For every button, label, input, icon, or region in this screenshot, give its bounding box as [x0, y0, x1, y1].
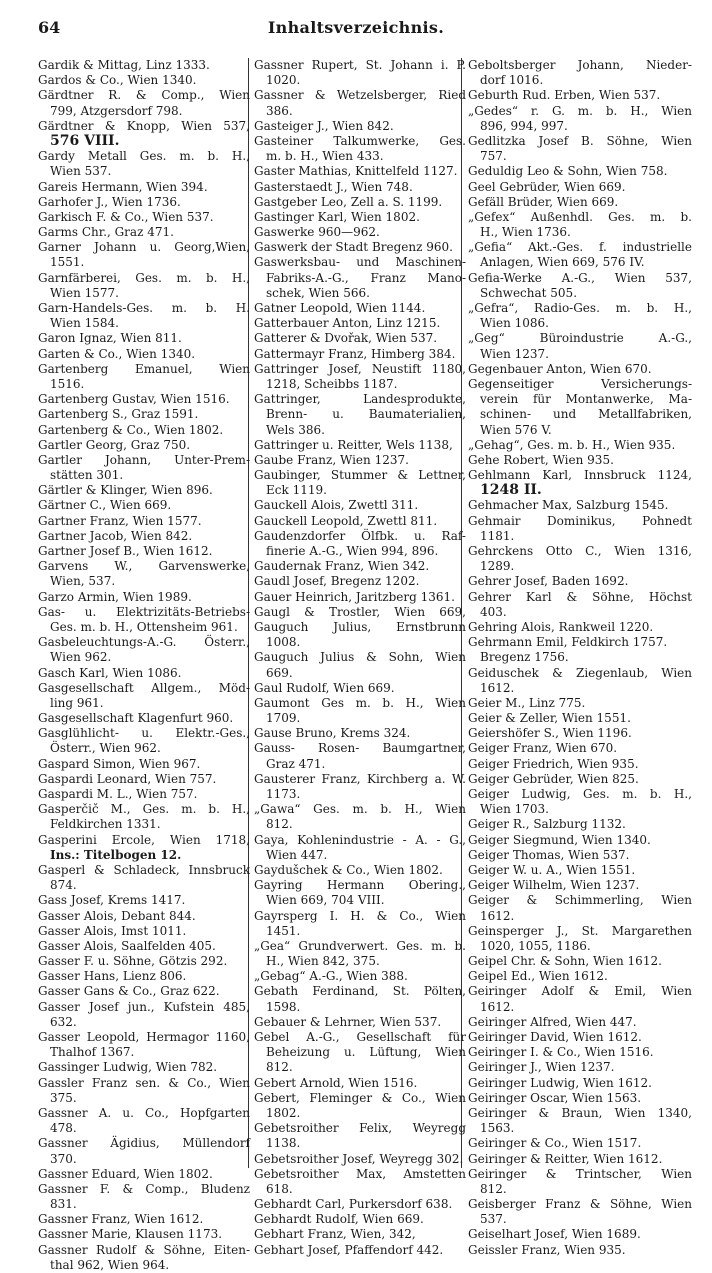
index-entry: Gartenberg S., Graz 1591. [38, 407, 199, 422]
index-entry: Garhofer J., Wien 1736. [38, 194, 181, 209]
index-entry-continuation: 1289. [480, 559, 515, 574]
index-entry-continuation: 874. [50, 878, 77, 893]
index-entry: Gassner Ägidius, Müllendorf [38, 1136, 250, 1151]
index-entry: Geiselhart Josef, Wien 1689. [468, 1227, 641, 1242]
index-entry: Garten & Co., Wien 1340. [38, 346, 196, 361]
index-entry: Geiringer David, Wien 1612. [468, 1030, 642, 1044]
index-entry-continuation: Anlagen, Wien 669, 576 IV. [480, 255, 645, 270]
index-entry: Gasterstaedt J., Wien 748. [254, 179, 413, 194]
index-entry: Garzo Armin, Wien 1989. [38, 589, 192, 604]
index-entry: Geiger W. u. A., Wien 1551. [468, 862, 636, 877]
index-entry: Gartler Georg, Graz 750. [38, 437, 191, 452]
index-entry: Gasser Alois, Imst 1011. [38, 923, 187, 938]
index-entry: Gebhardt Rudolf, Wien 669. [254, 1212, 424, 1227]
index-entry-continuation: 618. [266, 1181, 293, 1196]
index-entry: Geiringer Alfred, Wien 447. [468, 1014, 637, 1029]
index-entry: Gassinger Ludwig, Wien 782. [38, 1060, 218, 1075]
index-entry: Gebauer & Lehrner, Wien 537. [254, 1014, 442, 1029]
index-entry-continuation: 1612. [480, 999, 515, 1014]
index-entry: Gartner Franz, Wien 1577. [38, 513, 202, 528]
index-entry-continuation: 1020. [266, 73, 301, 88]
index-entry: Gebetsroither Felix, Weyregg [254, 1121, 466, 1136]
index-entry: Gass Josef, Krems 1417. [38, 893, 186, 908]
index-entry: Gause Bruno, Krems 324. [254, 726, 411, 741]
index-entry: „Gebag“ A.-G., Wien 388. [254, 969, 408, 984]
index-entry: „Gehag“, Ges. m. b. H., Wien 935. [468, 437, 676, 452]
index-entry: Gauguch Julius, Ernstbrunn [254, 619, 466, 634]
index-entry-continuation: 1451. [266, 923, 301, 938]
index-entry: Gaspardi Leonard, Wien 757. [38, 771, 217, 786]
index-entry-continuation: Brenn- u. Baumaterialien, [266, 407, 466, 422]
index-entry: Geissler Franz, Wien 935. [468, 1242, 626, 1257]
index-entry-continuation: 1598. [266, 999, 301, 1014]
index-entry: Garnfärberei, Ges. m. b. H., [38, 270, 250, 285]
index-entry: Gasperl & Schladeck, Innsbruck [38, 862, 250, 877]
index-entry: Gasser Leopold, Hermagor 1160, [38, 1030, 250, 1044]
index-entry: Geiringer & Trintscher, Wien [468, 1166, 692, 1181]
index-entry: Gasperini Ercole, Wien 1718, [38, 832, 250, 847]
index-entry: Gaudernak Franz, Wien 342. [254, 559, 430, 574]
index-entry: Gärtler & Klinger, Wien 896. [38, 483, 213, 498]
index-entry: Garms Chr., Graz 471. [38, 225, 174, 240]
index-entry: Gardy Metall Ges. m. b. H., [38, 149, 250, 164]
index-entry: Gehe Robert, Wien 935. [468, 452, 614, 467]
index-entry-continuation: 1008. [266, 635, 301, 650]
index-entry-continuation: verein für Montanwerke, Ma- [480, 392, 692, 407]
index-entry: Gattermayr Franz, Himberg 384. [254, 346, 456, 361]
index-entry-continuation: Wien 537. [50, 164, 112, 179]
index-entry-continuation: 1218, Scheibbs 1187. [266, 376, 398, 391]
index-entry: Geiduschek & Ziegenlaub, Wien [468, 665, 692, 680]
index-entry: Gasch Karl, Wien 1086. [38, 665, 182, 680]
index-entry-continuation: Graz 471. [266, 756, 326, 771]
index-entry-continuation: Wien 1086. [480, 316, 549, 331]
index-entry-continuation: Eck 1119. [266, 483, 327, 498]
index-entry-continuation: Österr., Wien 962. [50, 741, 161, 756]
index-entry: Geiringer J., Wien 1237. [468, 1060, 615, 1075]
index-entry: Gatner Leopold, Wien 1144. [254, 301, 426, 315]
index-entry: Gardik & Mittag, Linz 1333. [38, 58, 210, 72]
index-entry-continuation: 812. [266, 817, 293, 832]
index-entry-continuation: Wien 962. [50, 650, 112, 665]
index-entry-continuation: 1138. [266, 1136, 301, 1151]
index-entry: „Gawa“ Ges. m. b. H., Wien [254, 802, 466, 817]
index-entry-continuation: Schwechat 505. [480, 285, 578, 300]
index-entry: „Gefia“ Akt.-Ges. f. industrielle [468, 240, 692, 255]
index-entry: Gasser Hans, Lienz 806. [38, 969, 187, 984]
index-entry-continuation: dorf 1016. [480, 73, 544, 88]
index-entry-continuation: Wien 447. [266, 847, 328, 862]
index-entry-continuation: finerie A.-G., Wien 994, 896. [266, 544, 439, 558]
index-entry: Geburth Rud. Erben, Wien 537. [468, 88, 661, 103]
index-entry-continuation: 896, 994, 997. [480, 118, 568, 133]
index-entry: Gedlitzka Josef B. Söhne, Wien [468, 133, 692, 148]
index-entry: Gattringer, Landesprodukte, [254, 392, 466, 407]
index-entry: Gaudl Josef, Bregenz 1202. [254, 574, 420, 589]
page-title: Inhaltsverzeichnis. [267, 18, 445, 37]
index-entry-continuation: 1173. [266, 787, 301, 801]
index-entry-continuation: 831. [50, 1197, 77, 1212]
index-entry: Gasgesellschaft Allgem., Möd- [38, 680, 250, 695]
index-entry-continuation: 1181. [480, 528, 515, 543]
index-entry: Gärtner C., Wien 669. [38, 498, 172, 513]
index-entry: Gasser Alois, Debant 844. [38, 908, 196, 923]
index-entry-continuation: schinen- und Metallfabriken, [480, 407, 692, 422]
index-column-2 [254, 58, 466, 1258]
index-entry: Gauer Heinrich, Jaritzberg 1361. [254, 589, 455, 604]
index-entry: Gebel A.-G., Gesellschaft für [254, 1030, 466, 1044]
index-entry: Gasser F. u. Söhne, Götzis 292. [38, 954, 228, 969]
index-entry: Gauckell Leopold, Zwettl 811. [254, 513, 438, 528]
index-entry-continuation: Wien 1584. [50, 316, 119, 331]
index-entry: Gebert, Fleminger & Co., Wien [254, 1090, 466, 1105]
index-entry-continuation: Wien 1703. [480, 802, 549, 817]
index-entry: Gegenbauer Anton, Wien 670. [468, 361, 652, 376]
index-entry: Gehring Alois, Rankweil 1220. [468, 619, 654, 634]
index-entry: Gebhart Franz, Wien, 342, [254, 1227, 416, 1242]
index-entry-continuation: Feldkirchen 1331. [50, 817, 161, 832]
index-entry: Gartenberg Gustav, Wien 1516. [38, 392, 230, 407]
index-entry: Geinsperger J., St. Margarethen [468, 923, 692, 938]
index-entry-continuation: schek, Wien 566. [266, 285, 370, 300]
index-entry-continuation: 1802. [266, 1105, 301, 1120]
index-entry: Geiger Thomas, Wien 537. [468, 847, 630, 862]
index-entry: Gassner Marie, Klausen 1173. [38, 1227, 223, 1242]
index-entry: Gebhart Josef, Pfaffendorf 442. [254, 1242, 444, 1257]
index-entry-continuation: 799, Atzgersdorf 798. [50, 103, 183, 118]
index-entry: Gebetsroither Josef, Weyregg 302. [254, 1151, 464, 1166]
index-entry: Gebert Arnold, Wien 1516. [254, 1075, 418, 1090]
index-entry: Gasteiger J., Wien 842. [254, 118, 394, 133]
index-entry-continuation: ling 961. [50, 695, 104, 710]
index-entry: Gasser Josef jun., Kufstein 485, [38, 999, 250, 1014]
index-entry: Geiger Gebrüder, Wien 825. [468, 771, 639, 786]
index-entry: Gaswerke 960—962. [254, 225, 380, 240]
index-entry: Gartner Jacob, Wien 842. [38, 528, 193, 543]
index-entry: Geiger Ludwig, Ges. m. b. H., [468, 787, 692, 801]
index-entry: Geiringer Oscar, Wien 1563. [468, 1090, 642, 1105]
index-entry-continuation: 812. [480, 1181, 507, 1196]
index-entry: Gefäll Brüder, Wien 669. [468, 194, 619, 209]
index-entry: Gartner Josef B., Wien 1612. [38, 544, 213, 558]
index-entry: Gattringer u. Reitter, Wels 1138, [254, 437, 453, 452]
index-entry-continuation: 1612. [480, 680, 515, 695]
index-entry-continuation: thal 962, Wien 964. [50, 1257, 170, 1272]
index-entry: Geduldig Leo & Sohn, Wien 758. [468, 164, 668, 179]
index-entry: Gas- u. Elektrizitäts-Betriebs- [38, 604, 250, 619]
index-entry: Geiger Friedrich, Wien 935. [468, 756, 639, 771]
index-entry-continuation: 812. [266, 1060, 293, 1075]
index-entry: Gausterer Franz, Kirchberg a. W. [254, 771, 466, 786]
index-entry: Gartler Johann, Unter-Prem- [38, 452, 250, 467]
index-entry: Gastinger Karl, Wien 1802. [254, 209, 420, 224]
index-entry: Geboltsberger Johann, Nieder- [468, 58, 692, 72]
index-entry-continuation: Ins.: Titelbogen 12. [50, 847, 182, 862]
index-entry: Gassner Eduard, Wien 1802. [38, 1166, 213, 1181]
index-entry-continuation: Wien 669, 704 VIII. [266, 893, 385, 908]
index-entry: Gaudenzdorfer Ölfbk. u. Raf- [254, 528, 466, 543]
index-entry-continuation: 403. [480, 604, 507, 619]
index-entry-continuation: m. b. H., Wien 433. [266, 149, 384, 164]
index-entry: Gaumont Ges m. b. H., Wien [254, 695, 466, 710]
index-entry-continuation: 1248 II. [480, 482, 542, 499]
index-entry: Gasglühlicht- u. Elektr.-Ges., [38, 726, 250, 741]
index-entry: Geipel Ed., Wien 1612. [468, 969, 608, 984]
index-entry: Gasperčič M., Ges. m. b. H., [38, 802, 250, 817]
index-entry: Gaswerk der Stadt Bregenz 960. [254, 240, 453, 255]
index-entry: Gaster Mathias, Knittelfeld 1127. [254, 164, 458, 179]
page-number: 64 [38, 18, 61, 37]
index-entry: Gebath Ferdinand, St. Pölten, [254, 984, 466, 999]
index-entry: Geiringer & Co., Wien 1517. [468, 1136, 642, 1151]
index-entry: Gauss- Rosen- Baumgartner, [254, 741, 466, 756]
index-entry: Gassler Franz sen. & Co., Wien [38, 1075, 250, 1090]
index-entry: Gehlmann Karl, Innsbruck 1124, [468, 468, 692, 483]
index-entry-continuation: 669. [266, 665, 293, 680]
index-entry: Gebhardt Carl, Purkersdorf 638. [254, 1197, 453, 1212]
index-entry-continuation: 370. [50, 1151, 77, 1166]
index-column-1 [38, 58, 250, 1273]
index-entry: Garn-Handels-Ges. m. b. H. [38, 301, 250, 315]
index-entry-continuation: Wien 576 V. [480, 422, 552, 437]
index-entry: Gehmair Dominikus, Pohnedt [468, 513, 692, 528]
index-entry-continuation: Bregenz 1756. [480, 650, 569, 665]
index-entry-continuation: Ges. m. b. H., Ottensheim 961. [50, 619, 238, 634]
index-entry-continuation: 1020, 1055, 1186. [480, 938, 591, 953]
index-entry-continuation: 375. [50, 1090, 77, 1105]
index-entry-continuation: Fabriks-A.-G., Franz Mano- [266, 270, 466, 285]
index-entry-continuation: stätten 301. [50, 468, 124, 483]
index-entry-continuation: 1612. [480, 908, 515, 923]
index-entry: Garvens W., Garvenswerke, [38, 559, 250, 574]
index-entry-continuation: Wels 386. [266, 422, 325, 437]
index-entry: „Gedes“ r. G. m. b. H., Wien [468, 103, 692, 118]
index-entry-continuation: 576 VIII. [50, 132, 120, 149]
index-entry: Gassner Rupert, St. Johann i. P. [254, 58, 466, 72]
index-entry: Gaubinger, Stummer & Lettner, [254, 468, 466, 483]
index-entry-continuation: Wien, 537. [50, 574, 116, 589]
index-entry-continuation: 632. [50, 1014, 77, 1029]
index-entry-continuation: 1563. [480, 1121, 515, 1136]
index-entry: Geisberger Franz & Söhne, Wien [468, 1197, 692, 1212]
index-entry: Garon Ignaz, Wien 811. [38, 331, 182, 346]
index-entry: Geiger Wilhelm, Wien 1237. [468, 878, 640, 893]
index-entry-continuation: 1551. [50, 255, 85, 270]
index-entry-continuation: Wien 1237. [480, 346, 549, 361]
index-entry: „Geg“ Büroindustrie A.-G., [468, 331, 692, 346]
index-entry: Geiringer Adolf & Emil, Wien [468, 984, 692, 999]
index-entry: Gaspard Simon, Wien 967. [38, 756, 201, 771]
index-entry: Geiringer & Reitter, Wien 1612. [468, 1151, 663, 1166]
index-entry: Geiger Siegmund, Wien 1340. [468, 832, 651, 847]
index-entry: Geiringer I. & Co., Wien 1516. [468, 1045, 654, 1060]
index-entry: Gaube Franz, Wien 1237. [254, 452, 409, 467]
index-entry: Gaydušchek & Co., Wien 1802. [254, 862, 443, 877]
index-column-3 [468, 58, 692, 1258]
index-entry: Gattringer Josef, Neustift 1180, [254, 361, 466, 376]
index-entry: Gefia-Werke A.-G., Wien 537, [468, 270, 692, 285]
index-entry: Gasbeleuchtungs-A.-G. Österr., [38, 635, 250, 650]
index-entry: Gassner A. u. Co., Hopfgarten [38, 1105, 250, 1120]
index-entry: Gartenberg & Co., Wien 1802. [38, 422, 224, 437]
index-entry: Gehrckens Otto C., Wien 1316, [468, 544, 692, 558]
index-entry-continuation: 537. [480, 1212, 507, 1227]
index-entry-continuation: 1516. [50, 376, 85, 391]
index-entry-continuation: 1709. [266, 711, 301, 726]
index-entry: Geier & Zeller, Wien 1551. [468, 711, 631, 726]
index-entry: Gaspardi M. L., Wien 757. [38, 787, 198, 801]
index-entry: Gehrer Josef, Baden 1692. [468, 574, 629, 589]
index-entry: Geiershöfer S., Wien 1196. [468, 726, 632, 741]
index-entry: Geel Gebrüder, Wien 669. [468, 179, 626, 194]
index-entry: Gebetsroither Max, Amstetten [254, 1166, 466, 1181]
index-entry: Gastgeber Leo, Zell a. S. 1199. [254, 194, 443, 209]
index-entry-continuation: H., Wien 1736. [480, 225, 571, 240]
index-entry: Gareis Hermann, Wien 394. [38, 179, 208, 194]
index-entry: Gasser Gans & Co., Graz 622. [38, 984, 220, 999]
index-entry: „Gefra“, Radio-Ges. m. b. H., [468, 301, 692, 315]
index-entry-continuation: 478. [50, 1121, 77, 1136]
index-entry: Gasgesellschaft Klagenfurt 960. [38, 711, 234, 726]
page-header [38, 18, 674, 42]
index-entry: Geiger R., Salzburg 1132. [468, 817, 626, 832]
index-entry: Gassner & Wetzelsberger, Ried [254, 88, 466, 103]
index-entry: Gayring Hermann Obering., [254, 878, 466, 893]
index-entry-continuation: 386. [266, 103, 293, 118]
index-entry: Geipel Chr. & Sohn, Wien 1612. [468, 954, 662, 969]
index-entry: Garkisch F. & Co., Wien 537. [38, 209, 214, 224]
index-entry: Gasser Alois, Saalfelden 405. [38, 938, 216, 953]
index-entry-continuation: Wien 1577. [50, 285, 119, 300]
index-entry: Gärdtner & Knopp, Wien 537, [38, 118, 250, 133]
index-entry: Gehrmann Emil, Feldkirch 1757. [468, 635, 668, 650]
index-entry: Gärdtner R. & Comp., Wien [38, 88, 250, 103]
index-entry: Gaul Rudolf, Wien 669. [254, 680, 395, 695]
index-entry-continuation: Beheizung u. Lüftung, Wien [266, 1045, 466, 1060]
index-entry-continuation: H., Wien 842, 375. [266, 954, 380, 969]
index-entry-continuation: 757. [480, 149, 507, 164]
index-entry: Gasteiner Talkumwerke, Ges. [254, 133, 466, 148]
index-entry: Gassner F. & Comp., Bludenz [38, 1181, 250, 1196]
index-entry: „Gea“ Grundverwert. Ges. m. b. [254, 938, 466, 953]
index-entry: Gartenberg Emanuel, Wien [38, 361, 250, 376]
index-entry: Gayrsperg I. H. & Co., Wien [254, 908, 466, 923]
index-entry: Gassner Franz, Wien 1612. [38, 1212, 204, 1227]
index-entry: Geiringer & Braun, Wien 1340, [468, 1105, 692, 1120]
index-entry: „Gefex“ Außenhdl. Ges. m. b. [468, 209, 692, 224]
index-entry: Geier M., Linz 775. [468, 695, 586, 710]
index-entry: Gaya, Kohlenindustrie - A. - G., [254, 832, 466, 847]
index-entry: Gaugl & Trostler, Wien 669, [254, 604, 466, 619]
index-entry: Gatterbauer Anton, Linz 1215. [254, 316, 441, 331]
index-entry: Gegenseitiger Versicherungs- [468, 376, 692, 391]
index-entry: Gehmacher Max, Salzburg 1545. [468, 498, 669, 513]
index-entry: Garner Johann u. Georg,Wien, [38, 240, 250, 255]
index-entry: Geiger & Schimmerling, Wien [468, 893, 692, 908]
index-entry: Gardos & Co., Wien 1340. [38, 73, 197, 88]
index-entry-continuation: Thalhof 1367. [50, 1045, 135, 1060]
index-entry: Gauckell Alois, Zwettl 311. [254, 498, 419, 513]
index-entry: Gatterer & Dvořak, Wien 537. [254, 331, 438, 346]
index-entry: Gehrer Karl & Söhne, Höchst [468, 589, 692, 604]
index-entry: Gaswerksbau- und Maschinen- [254, 255, 466, 270]
index-entry: Geiringer Ludwig, Wien 1612. [468, 1075, 652, 1090]
index-entry: Geiger Franz, Wien 670. [468, 741, 618, 756]
index-entry: Gauguch Julius & Sohn, Wien [254, 650, 466, 665]
index-entry: Gassner Rudolf & Söhne, Eiten- [38, 1242, 250, 1257]
